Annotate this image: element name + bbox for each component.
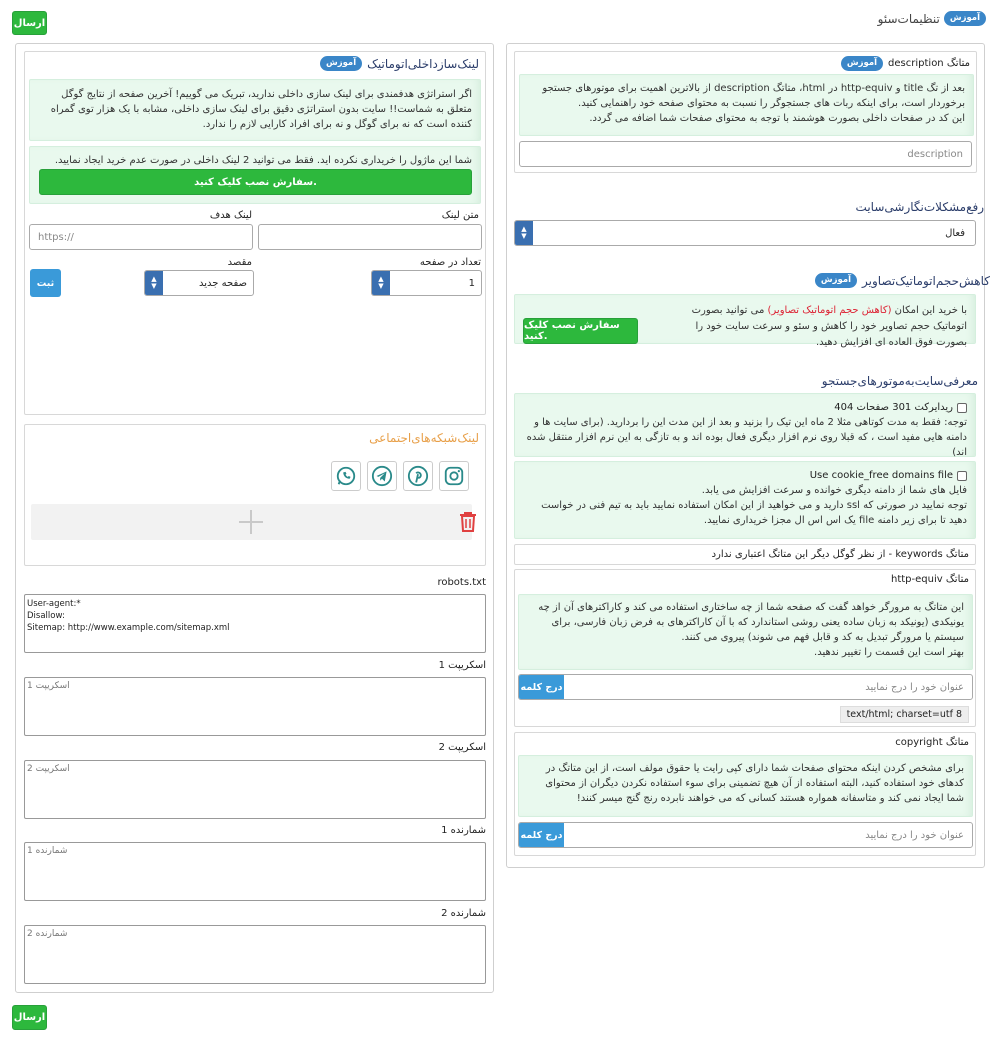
info-text: شما این ماژول را خریداری نکرده اید. فقط می توانید 2 لینک داخلی در صورت عدم خرید ایجاد نمایید. xyxy=(54,155,472,166)
counter2-label: شمارنده 2 xyxy=(441,908,486,919)
social-card xyxy=(24,424,486,566)
info-text: این کد در صفحات داخلی بصورت هوشمند با توجه به محتوای صفحات شما اضافه می گردد. xyxy=(589,113,965,124)
info-link[interactable]: (کاهش حجم اتوماتیک تصاویر) xyxy=(767,305,892,316)
autolink-intro xyxy=(29,79,481,141)
robots-line: Disallow: xyxy=(27,611,65,621)
select-arrows-icon: ▲ ▼ xyxy=(515,221,533,245)
cookie-box xyxy=(514,461,976,539)
http-equiv-title: متاتگ http-equiv xyxy=(890,574,969,585)
keywords-row: متاتگ keywords - از نظر گوگل دیگر این متاتگ اعتباری ندارد xyxy=(514,544,976,565)
info-text: این متاتگ به مرورگر خواهد گفت که صفحه شما از چه ساختاری استفاده می کند و کاراکترهای آن از چه یونیکدی (یونیکد به زبان ساده یعنی روشی استاندارد که با آن کاراکترهای به فرض زبان فارسی، برای سیستم یا مرورگر تبدیل به کد و قابل فهم می شوند) پیروی می کنند. xyxy=(538,602,964,643)
copyright-info xyxy=(518,755,973,817)
insert-word-button[interactable]: درج کلمه xyxy=(519,675,564,699)
link-text-input[interactable] xyxy=(258,224,482,250)
link-text-label: متن لینک xyxy=(441,210,479,221)
autolink-card xyxy=(24,51,486,415)
destination-select[interactable] xyxy=(144,270,254,296)
robots-label: robots.txt xyxy=(437,577,486,588)
whatsapp-icon[interactable] xyxy=(331,461,361,491)
http-equiv-input[interactable]: عنوان خود را درج نمایید xyxy=(865,681,964,693)
robots-textarea[interactable] xyxy=(24,594,486,653)
social-heading: لینک‌شبکه‌های‌اجتماعی xyxy=(369,431,479,445)
add-icon[interactable] xyxy=(239,510,263,534)
description-card-title: متاتگ description xyxy=(888,58,970,69)
copyright-card xyxy=(514,732,976,856)
script2-textarea[interactable]: اسکریپت 2 xyxy=(24,760,486,819)
redirect-checkbox[interactable] xyxy=(957,403,967,413)
select-arrows-icon: ▲ ▼ xyxy=(372,271,390,295)
autolink-heading: لینک‌ساز‌داخلی‌اتوماتیک xyxy=(367,56,479,71)
telegram-icon[interactable] xyxy=(367,461,397,491)
script1-textarea[interactable]: اسکریپت 1 xyxy=(24,677,486,736)
info-text: با خرید این امکان xyxy=(891,305,967,316)
info-text: برای مشخص کردن اینکه محتوای صفحات شما دارای کپی رایت یا حقوق مولف است، از این متاتگ در کدهای خود استفاده کنید، البته استفاده از آن هیچ تضمینی برای سوء استفاده نکردن دیگران از محتوای شما ایجاد نمی کند و متاسفانه همواره هستند کسانی که می خواهند نابرده رنج گنج میسر کنند! xyxy=(545,763,964,804)
trash-icon[interactable] xyxy=(458,511,478,536)
display-fix-heading: رفع‌مشکلات‌نگارشی‌سایت xyxy=(855,200,984,214)
redirect-box xyxy=(514,393,976,457)
image-compress-header xyxy=(815,273,990,288)
cookie-note: توجه نمایید در صورتی که ssl دارید و می خواهید از این امکان استفاده نمایید باید به تیم فنی در خواست دهید تا برای زیر دامنه file یک اس اس ال مجزا خریداری نمایید. xyxy=(541,500,967,526)
redirect-note: توجه: فقط به مدت کوتاهی مثلا 2 ماه این تیک را بزنید و بعد از این مدت این را بردارید. (برای سایت ها و دامنه هایی مفید است ، که قبلا روی نرم افزار دیگری فعال بوده اند و به تازگی به این نرم افزار منتقل شده اند) xyxy=(526,417,967,458)
cookie-label: Use cookie_free domains file xyxy=(809,470,953,481)
page-title: تنظیمات‌سئو xyxy=(877,11,940,26)
description-card xyxy=(514,51,977,173)
script2-label: اسکریپت 2 xyxy=(438,742,486,753)
instagram-icon[interactable] xyxy=(439,461,469,491)
target-link-input[interactable]: https:// xyxy=(29,224,253,250)
info-text: بهتر است این قسمت را تغییر ندهید. xyxy=(814,647,964,658)
script1-label: اسکریپت 1 xyxy=(438,660,486,671)
counter1-textarea[interactable]: شمارنده 1 xyxy=(24,842,486,901)
display-fix-select[interactable] xyxy=(514,220,976,246)
search-engines-heading: معرفی‌سایت‌به‌موتورهای‌جستجو xyxy=(821,374,978,388)
robots-line: User-agent:* xyxy=(27,599,81,609)
info-text: بعد از تگ title و http-equiv در html، متاتگ description از بالاترین اهمیت برای موتورهای جستجو برخوردار است، برای اینکه ربات های جستجوگر را نسبت به محتوای صفحه خود راهنمایی کنید. xyxy=(542,83,965,109)
count-label: تعداد در صفحه xyxy=(419,257,481,268)
select-value: فعال xyxy=(945,227,965,239)
value-tag[interactable]: text/html; charset=utf 8 xyxy=(840,706,969,723)
destination-label: مقصد xyxy=(227,257,252,268)
count-select[interactable] xyxy=(371,270,482,296)
counter1-label: شمارنده 1 xyxy=(441,825,486,836)
order-install-button[interactable]: سفارش نصب کلیک کنید. xyxy=(523,318,638,344)
pinterest-icon[interactable] xyxy=(403,461,433,491)
http-equiv-info xyxy=(518,594,973,670)
copyright-title: متاتگ copyright xyxy=(895,737,969,748)
copyright-input[interactable]: عنوان خود را درج نمایید xyxy=(865,829,964,841)
cookie-note: فایل های شما از دامنه دیگری خوانده و سرعت افزایش می یابد. xyxy=(701,485,967,496)
description-input[interactable]: description xyxy=(519,141,972,167)
select-value: صفحه جدید xyxy=(198,277,247,289)
counter2-textarea[interactable]: شمارنده 2 xyxy=(24,925,486,984)
redirect-label: ریدایرکت 301 صفحات 404 xyxy=(834,402,953,413)
description-info xyxy=(519,74,974,136)
select-value: 1 xyxy=(468,277,475,289)
http-equiv-card xyxy=(514,569,976,727)
submit-button-top[interactable]: ارسال xyxy=(12,11,47,35)
page-header xyxy=(878,11,986,26)
submit-button-bottom[interactable]: ارسال xyxy=(12,1005,47,1030)
help-badge[interactable]: آموزش xyxy=(841,56,883,71)
select-arrows-icon: ▲ ▼ xyxy=(145,271,163,295)
help-badge[interactable]: آموزش xyxy=(944,11,986,26)
robots-line: Sitemap: http://www.example.com/sitemap.xml xyxy=(27,623,230,633)
target-link-label: لینک هدف xyxy=(209,210,252,221)
info-text: می توانید بصورت اتوماتیک حجم تصاویر خود را کاهش و سئو و سرعت سایت خود را بصورت فوق العاده ای افزایش دهید. xyxy=(691,305,967,348)
insert-word-button[interactable]: درج کلمه xyxy=(519,823,564,847)
image-compress-heading: کاهش‌حجم‌اتوماتیک‌تصاویر xyxy=(862,273,990,288)
social-add-row xyxy=(31,504,472,540)
info-text: اگر استراتژی هدفمندی برای لینک سازی داخلی ندارید، تبریک می گوییم! آخرین صفحه از نتایج گوگل متعلق به شماست!! سایت بدون استراتژی دقیق برای لینک سازی داخلی، مشابه با یک هزار توی گمراه کننده است که نه برای گوگل و نه برای افراد کارایی لازم را ندارد. xyxy=(50,89,472,130)
help-badge[interactable]: آموزش xyxy=(320,56,362,71)
order-install-button[interactable]: سفارش نصب کلیک کنید. xyxy=(39,169,472,195)
help-badge[interactable]: آموزش xyxy=(815,273,857,288)
save-button[interactable]: ثبت xyxy=(30,269,61,297)
cookie-checkbox[interactable] xyxy=(957,471,967,481)
